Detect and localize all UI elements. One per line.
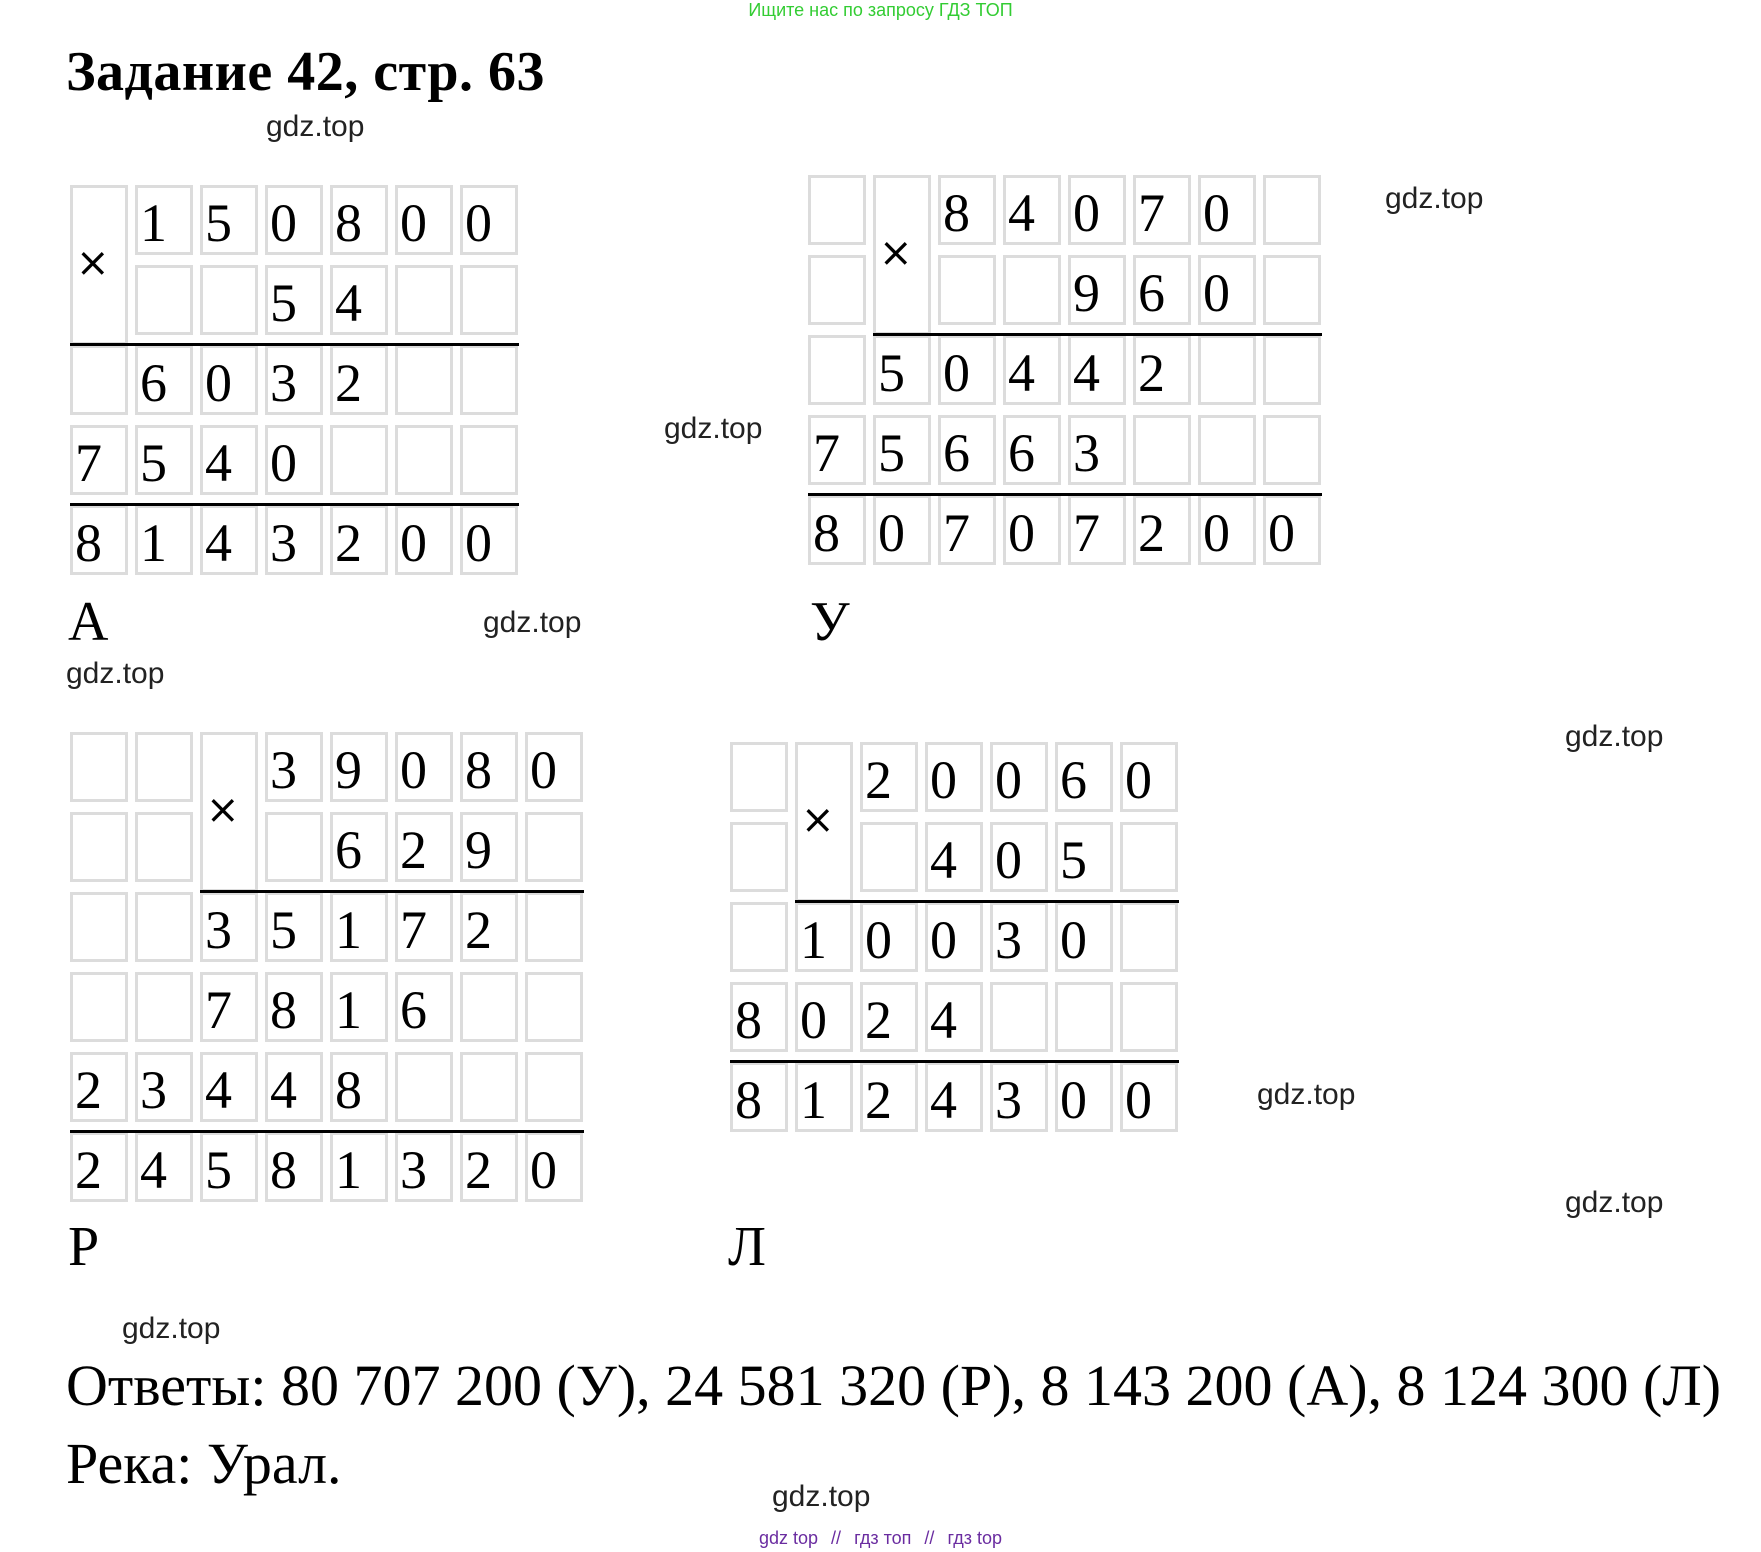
digit-cell: 7: [1133, 175, 1191, 245]
digit-cell: 0: [1263, 495, 1321, 565]
digit-cell: [1263, 335, 1321, 405]
digit-cell: 7: [1068, 495, 1126, 565]
digit-cell: 5: [200, 1132, 258, 1202]
digit-cell: [808, 175, 866, 245]
digit-cell: 0: [525, 732, 583, 802]
digit-cell: 0: [925, 742, 983, 812]
digit-cell: 4: [1003, 175, 1061, 245]
river-answer: Река: Урал.: [66, 1431, 342, 1496]
digit-cell: [1198, 335, 1256, 405]
digit-cell: [1263, 255, 1321, 325]
digit-cell: [200, 265, 258, 335]
sum-line: [795, 900, 1179, 903]
digit-cell: [525, 812, 583, 882]
digit-cell: 4: [925, 982, 983, 1052]
digit-cell: [1003, 255, 1061, 325]
digit-cell: [265, 812, 323, 882]
digit-cell: 6: [1055, 742, 1113, 812]
digit-cell: [1120, 902, 1178, 972]
digit-cell: 0: [200, 345, 258, 415]
digit-cell: [460, 265, 518, 335]
digit-cell: 8: [730, 1062, 788, 1132]
digit-cell: 7: [808, 415, 866, 485]
digit-cell: [395, 345, 453, 415]
answer-letter-l: Л: [728, 1216, 766, 1278]
digit-cell: [135, 892, 193, 962]
digit-cell: 3: [135, 1052, 193, 1122]
digit-cell: 0: [1003, 495, 1061, 565]
digit-cell: 1: [135, 505, 193, 575]
sum-line: [70, 503, 519, 506]
digit-cell: 4: [200, 505, 258, 575]
digit-cell: 7: [938, 495, 996, 565]
digit-cell: 0: [1198, 495, 1256, 565]
digit-cell: 1: [330, 1132, 388, 1202]
digit-cell: 5: [200, 185, 258, 255]
answer-letter-u: У: [810, 591, 850, 653]
digit-cell: 3: [990, 1062, 1048, 1132]
watermark: gdz.top: [1565, 720, 1664, 753]
digit-cell: 1: [795, 1062, 853, 1132]
digit-cell: [70, 972, 128, 1042]
digit-cell: [395, 1052, 453, 1122]
digit-cell: 8: [70, 505, 128, 575]
digit-cell: 4: [1003, 335, 1061, 405]
digit-cell: 0: [525, 1132, 583, 1202]
answers-line: Ответы: 80 707 200 (У), 24 581 320 (Р), 8 143 200 (А), 8 124 300 (Л): [66, 1353, 1722, 1418]
digit-cell: 3: [265, 505, 323, 575]
sum-line: [873, 333, 1322, 336]
digit-cell: 5: [135, 425, 193, 495]
header-note: Ищите нас по запросу ГДЗ ТОП: [748, 0, 1013, 20]
digit-cell: 0: [460, 185, 518, 255]
digit-cell: 0: [1068, 175, 1126, 245]
digit-cell: 3: [265, 345, 323, 415]
watermark: gdz.top: [772, 1480, 871, 1513]
digit-cell: [395, 265, 453, 335]
bottom-links: [0, 1528, 1761, 1549]
digit-cell: 2: [460, 1132, 518, 1202]
digit-cell: [730, 742, 788, 812]
digit-cell: [1133, 415, 1191, 485]
digit-cell: 3: [1068, 415, 1126, 485]
digit-cell: 5: [265, 265, 323, 335]
digit-cell: [525, 1052, 583, 1122]
digit-cell: [938, 255, 996, 325]
digit-cell: 0: [1198, 255, 1256, 325]
digit-cell: 4: [200, 425, 258, 495]
digit-cell: 0: [925, 902, 983, 972]
digit-cell: 2: [70, 1132, 128, 1202]
watermark: gdz.top: [266, 110, 365, 143]
digit-cell: 2: [70, 1052, 128, 1122]
sum-line: [730, 1060, 1179, 1063]
digit-cell: [460, 345, 518, 415]
sum-line: [808, 493, 1322, 496]
digit-cell: [808, 255, 866, 325]
digit-cell: 0: [265, 425, 323, 495]
digit-cell: [990, 982, 1048, 1052]
bottom-link[interactable]: гдз топ: [854, 1528, 912, 1548]
watermark: gdz.top: [66, 657, 165, 690]
digit-cell: [330, 425, 388, 495]
digit-cell: 2: [860, 1062, 918, 1132]
page-title: Задание 42, стр. 63: [66, 41, 545, 103]
digit-cell: 6: [395, 972, 453, 1042]
digit-cell: 4: [925, 1062, 983, 1132]
digit-cell: [135, 812, 193, 882]
digit-cell: [395, 425, 453, 495]
digit-cell: [135, 265, 193, 335]
digit-cell: 4: [200, 1052, 258, 1122]
digit-cell: [1120, 822, 1178, 892]
sum-line: [70, 343, 519, 346]
multiply-sign-icon: ×: [879, 230, 913, 276]
multiply-sign-icon: ×: [801, 797, 835, 843]
digit-cell: 5: [873, 335, 931, 405]
digit-cell: 0: [1198, 175, 1256, 245]
digit-cell: [525, 972, 583, 1042]
digit-cell: [135, 732, 193, 802]
digit-cell: 0: [1055, 902, 1113, 972]
digit-cell: [1263, 415, 1321, 485]
digit-cell: 8: [330, 1052, 388, 1122]
digit-cell: 8: [730, 982, 788, 1052]
digit-cell: 0: [395, 505, 453, 575]
digit-cell: 9: [1068, 255, 1126, 325]
digit-cell: 8: [460, 732, 518, 802]
digit-cell: 4: [1068, 335, 1126, 405]
digit-cell: 3: [265, 732, 323, 802]
digit-cell: [70, 345, 128, 415]
digit-cell: 8: [265, 1132, 323, 1202]
digit-cell: 4: [265, 1052, 323, 1122]
digit-cell: 0: [1120, 1062, 1178, 1132]
digit-cell: [1055, 982, 1113, 1052]
answer-letter-a: А: [68, 591, 109, 653]
digit-cell: 1: [795, 902, 853, 972]
digit-cell: [70, 892, 128, 962]
watermark: gdz.top: [1385, 182, 1484, 215]
digit-cell: 4: [925, 822, 983, 892]
digit-cell: 6: [1003, 415, 1061, 485]
digit-cell: 0: [1120, 742, 1178, 812]
digit-cell: 0: [873, 495, 931, 565]
digit-cell: 2: [1133, 335, 1191, 405]
digit-cell: 2: [1133, 495, 1191, 565]
digit-cell: 1: [330, 972, 388, 1042]
digit-cell: 7: [200, 972, 258, 1042]
digit-cell: [460, 425, 518, 495]
digit-cell: [1198, 415, 1256, 485]
digit-cell: 0: [460, 505, 518, 575]
digit-cell: 6: [135, 345, 193, 415]
digit-cell: 5: [873, 415, 931, 485]
digit-cell: 8: [265, 972, 323, 1042]
digit-cell: 7: [70, 425, 128, 495]
digit-cell: 0: [990, 742, 1048, 812]
digit-cell: [525, 892, 583, 962]
digit-cell: 9: [330, 732, 388, 802]
digit-cell: 7: [395, 892, 453, 962]
digit-cell: 5: [265, 892, 323, 962]
digit-cell: 0: [1055, 1062, 1113, 1132]
digit-cell: 2: [860, 742, 918, 812]
bottom-link[interactable]: гдз top: [947, 1528, 1002, 1548]
sum-line: [200, 890, 584, 893]
digit-cell: 6: [1133, 255, 1191, 325]
digit-cell: [1263, 175, 1321, 245]
digit-cell: 0: [938, 335, 996, 405]
digit-cell: 6: [330, 812, 388, 882]
multiply-sign-icon: ×: [206, 787, 240, 833]
digit-cell: [70, 812, 128, 882]
digit-cell: 6: [938, 415, 996, 485]
digit-cell: [70, 732, 128, 802]
digit-cell: 8: [808, 495, 866, 565]
sum-line: [70, 1130, 584, 1133]
digit-cell: 4: [330, 265, 388, 335]
watermark: gdz.top: [483, 606, 582, 639]
digit-cell: 1: [135, 185, 193, 255]
digit-cell: 8: [938, 175, 996, 245]
watermark: gdz.top: [664, 412, 763, 445]
digit-cell: 0: [395, 732, 453, 802]
digit-cell: 2: [460, 892, 518, 962]
digit-cell: 8: [330, 185, 388, 255]
digit-cell: 1: [330, 892, 388, 962]
digit-cell: [460, 1052, 518, 1122]
digit-cell: 0: [395, 185, 453, 255]
digit-cell: 3: [990, 902, 1048, 972]
watermark: gdz.top: [1565, 1186, 1664, 1219]
answer-letter-r: Р: [68, 1216, 100, 1278]
digit-cell: 3: [395, 1132, 453, 1202]
digit-cell: 0: [265, 185, 323, 255]
digit-cell: 2: [395, 812, 453, 882]
multiply-sign-icon: ×: [76, 240, 110, 286]
digit-cell: 2: [330, 345, 388, 415]
digit-cell: 0: [990, 822, 1048, 892]
digit-cell: 0: [795, 982, 853, 1052]
digit-cell: [860, 822, 918, 892]
digit-cell: 5: [1055, 822, 1113, 892]
watermark: gdz.top: [1257, 1078, 1356, 1111]
separator: //: [924, 1528, 935, 1548]
digit-cell: [730, 822, 788, 892]
separator: //: [831, 1528, 842, 1548]
digit-cell: [135, 972, 193, 1042]
digit-cell: [1120, 982, 1178, 1052]
digit-cell: 2: [330, 505, 388, 575]
digit-cell: 0: [860, 902, 918, 972]
watermark: gdz.top: [122, 1312, 221, 1345]
bottom-link[interactable]: gdz top: [758, 1528, 819, 1548]
digit-cell: [808, 335, 866, 405]
digit-cell: [730, 902, 788, 972]
digit-cell: 2: [860, 982, 918, 1052]
digit-cell: 3: [200, 892, 258, 962]
digit-cell: 4: [135, 1132, 193, 1202]
digit-cell: [460, 972, 518, 1042]
digit-cell: 9: [460, 812, 518, 882]
